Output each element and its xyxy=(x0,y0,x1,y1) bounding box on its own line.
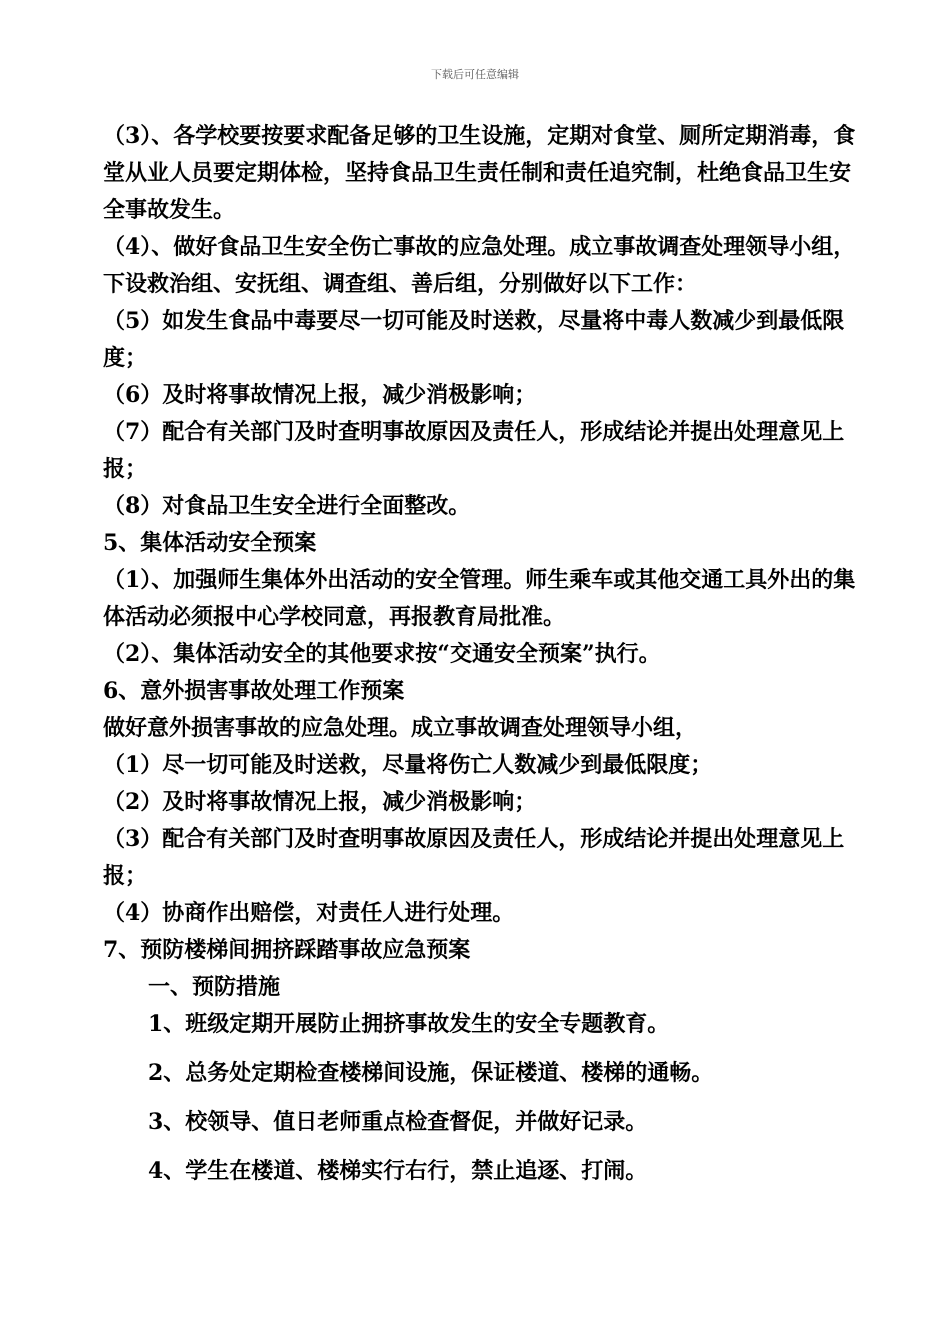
paragraph-item-4-emergency: （4）、做好食品卫生安全伤亡事故的应急处理。成立事故调查处理领导小组，下设救治组、安抚组、调查组、善后组，分别做好以下工作： xyxy=(103,234,856,297)
page-header: 下载后可任意编辑 xyxy=(431,68,519,81)
section-heading-6: 6、意外损害事故处理工作预案 xyxy=(103,678,405,704)
measures-heading: 一、预防措施 xyxy=(148,974,281,1000)
paragraph-item-8-rectify: （8）对食品卫生安全进行全面整改。 xyxy=(103,493,471,519)
paragraph-accident-2: （2）及时将事故情况上报，减少消极影响； xyxy=(103,789,537,815)
measure-item: 4、学生在楼道、楼梯实行右行，禁止追逐、打闹。 xyxy=(148,1158,648,1184)
paragraph-accident-1: （1）尽一切可能及时送救，尽量将伤亡人数减少到最低限度； xyxy=(103,752,713,778)
paragraph-accident-3: （3）配合有关部门及时查明事故原因及责任人，形成结论并提出处理意见上报； xyxy=(103,826,845,889)
paragraph-item-5-poisoning: （5）如发生食品中毒要尽一切可能及时送救，尽量将中毒人数减少到最低限度； xyxy=(103,308,845,371)
paragraph-item-7-investigate: （7）配合有关部门及时查明事故原因及责任人，形成结论并提出处理意见上报； xyxy=(103,419,845,482)
paragraph-activity-2: （2）、集体活动安全的其他要求按“交通安全预案”执行。 xyxy=(103,641,661,667)
measure-item: 1、班级定期开展防止拥挤事故发生的安全专题教育。 xyxy=(148,1011,670,1037)
measure-item: 2、总务处定期检查楼梯间设施，保证楼道、楼梯的通畅。 xyxy=(148,1060,714,1086)
paragraph-accident-intro: 做好意外损害事故的应急处理。成立事故调查处理领导小组， xyxy=(103,715,698,741)
section-heading-5: 5、集体活动安全预案 xyxy=(103,530,317,556)
paragraph-item-3-facilities: （3）、各学校要按要求配备足够的卫生设施，定期对食堂、厕所定期消毒，食堂从业人员要定期体检，坚持食品卫生责任制和责任追究制，杜绝食品卫生安全事故发生。 xyxy=(103,123,856,223)
paragraph-accident-4: （4）协商作出赔偿，对责任人进行处理。 xyxy=(103,900,515,926)
paragraph-item-6-report: （6）及时将事故情况上报，减少消极影响； xyxy=(103,382,537,408)
document-body xyxy=(103,118,863,1190)
measure-item: 3、校领导、值日老师重点检查督促，并做好记录。 xyxy=(148,1109,648,1135)
section-heading-7: 7、预防楼梯间拥挤踩踏事故应急预案 xyxy=(103,937,471,963)
paragraph-activity-1: （1）、加强师生集体外出活动的安全管理。师生乘车或其他交通工具外出的集体活动必须报中心学校同意，再报教育局批准。 xyxy=(103,567,856,630)
